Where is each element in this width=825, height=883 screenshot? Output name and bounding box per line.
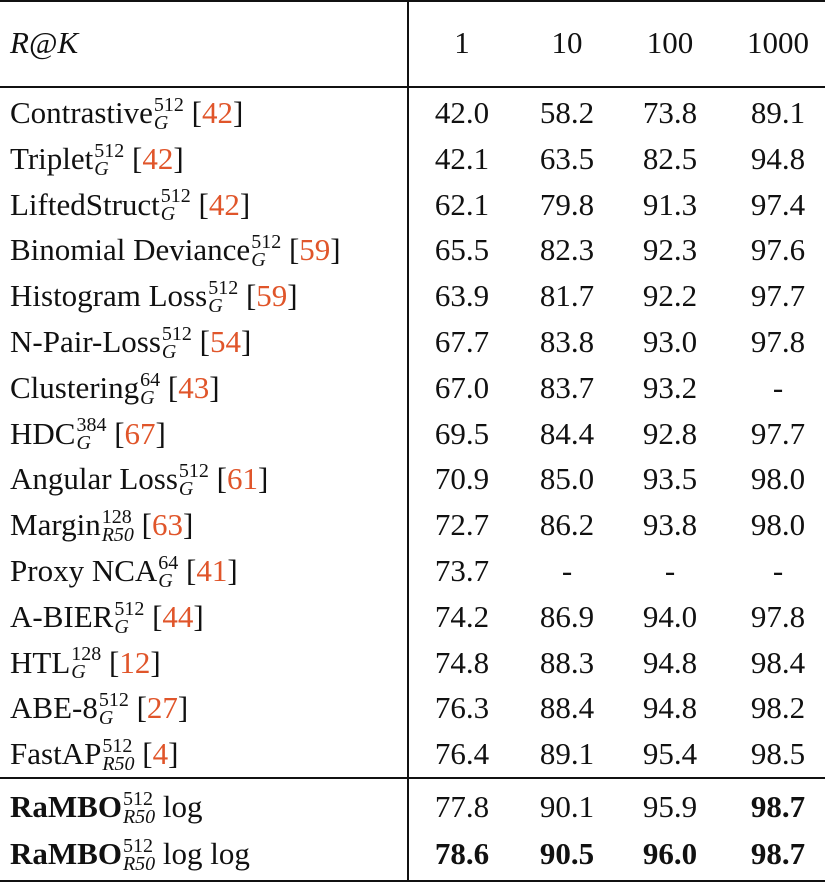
value: 74.8: [434, 644, 490, 680]
embedding-dim: 512: [208, 277, 239, 300]
value-cell: [620, 90, 720, 136]
value: 82.3: [539, 232, 595, 268]
method-name: HTL: [10, 644, 71, 680]
backbone: G: [208, 295, 223, 318]
table-row: [0, 685, 825, 731]
method-scripts: [208, 277, 239, 318]
value: 77.8: [434, 789, 490, 824]
method-name: ABE-8: [10, 690, 98, 726]
embedding-dim: 512: [122, 787, 153, 810]
value: 42.1: [434, 140, 490, 176]
method-cell: N-Pair-Loss 512 G [54]: [10, 322, 252, 363]
value: 88.3: [539, 644, 595, 680]
embedding-dim: 64: [158, 551, 179, 574]
ref-link[interactable]: 54: [210, 324, 241, 359]
table-row: [0, 502, 825, 548]
value: 98.5: [750, 736, 806, 772]
method-scripts: [101, 506, 134, 547]
metric-header: R@K: [10, 25, 79, 60]
value: 95.4: [642, 736, 698, 772]
value-cell: [412, 90, 512, 136]
value-cell: [620, 456, 720, 502]
value-cell: [620, 502, 720, 548]
value-cell: [412, 548, 512, 594]
value-cell: [412, 784, 512, 830]
value-cell: [517, 90, 617, 136]
table-row: [0, 273, 825, 319]
value: 86.2: [539, 507, 595, 543]
value: 98.0: [750, 507, 806, 543]
ref-link[interactable]: 41: [196, 553, 228, 588]
embedding-dim: 512: [98, 689, 129, 712]
value: 97.6: [750, 232, 806, 268]
table-row: [0, 136, 825, 182]
method-cell: ABE-8 512 G [27]: [10, 689, 189, 730]
method-name: Clustering: [10, 369, 140, 405]
value-cell: [728, 731, 825, 777]
value: 98.7: [750, 836, 806, 871]
value: 91.3: [642, 186, 698, 222]
method-scripts: [98, 689, 129, 730]
value-cell: [412, 502, 512, 548]
value: 67.0: [434, 369, 490, 405]
value: 76.3: [434, 690, 490, 726]
value: 74.2: [434, 598, 490, 634]
value: 93.8: [642, 507, 698, 543]
method-name: Contrastive: [10, 95, 153, 130]
value: 96.0: [642, 836, 698, 871]
value-cell: [728, 502, 825, 548]
method-scripts: [94, 139, 125, 180]
value: 89.1: [750, 95, 806, 130]
backbone: G: [160, 203, 176, 226]
value-cell: [620, 365, 720, 411]
embedding-dim: 64: [140, 368, 161, 391]
embedding-dim: 512: [161, 322, 192, 345]
value-cell: [412, 273, 512, 319]
value-cell: [620, 594, 720, 640]
value: 67.7: [434, 324, 490, 359]
ref-link[interactable]: 42: [208, 186, 240, 222]
col-header-1: 1: [454, 25, 470, 60]
ref-link[interactable]: 44: [162, 598, 194, 634]
method-suffix: log log: [162, 836, 250, 871]
method-scripts: [140, 368, 161, 409]
value-cell: [620, 319, 720, 365]
value: 42.0: [434, 95, 490, 130]
value-cell: [728, 411, 825, 457]
value: 94.8: [750, 140, 806, 176]
header-rule: [0, 86, 825, 88]
value-cell: [517, 784, 617, 830]
col-header-10: 10: [551, 25, 583, 60]
value: 98.4: [750, 644, 806, 680]
method-cell: Binomial Deviance 512 G [59]: [10, 231, 341, 272]
value-cell: [728, 90, 825, 136]
value-cell: [412, 731, 512, 777]
table-row: [0, 594, 825, 640]
method-name: Histogram Loss: [10, 278, 208, 314]
ours-rule: [0, 777, 825, 779]
value: -: [561, 553, 573, 588]
table-row: [0, 456, 825, 502]
value: 73.7: [434, 553, 490, 588]
value: 82.5: [642, 140, 698, 176]
value: -: [772, 553, 784, 588]
value: 97.7: [750, 278, 806, 314]
value: 63.5: [539, 140, 595, 176]
ref-link[interactable]: 42: [142, 140, 174, 176]
value-cell: [517, 548, 617, 594]
value-cell: [728, 456, 825, 502]
value-cell: [728, 273, 825, 319]
value: 92.3: [642, 232, 698, 268]
value: 98.7: [750, 789, 806, 824]
backbone: G: [153, 111, 169, 134]
value-cell: [728, 685, 825, 731]
value: 97.7: [750, 415, 806, 451]
method-cell: FastAP 512 R50 [4]: [10, 735, 179, 776]
ref-link[interactable]: 27: [146, 690, 178, 726]
ref-link[interactable]: 59: [256, 278, 288, 314]
method-name: Binomial Deviance: [10, 232, 251, 268]
ref-link[interactable]: 4: [152, 736, 169, 772]
value-cell: [620, 640, 720, 686]
method-cell: HTL 128 G [12]: [10, 643, 161, 684]
value-cell: [728, 182, 825, 228]
backbone: G: [76, 432, 91, 455]
value-cell: [620, 548, 720, 594]
table-row: [0, 182, 825, 228]
embedding-dim: 512: [153, 93, 184, 116]
value-cell: [728, 136, 825, 182]
embedding-dim: 384: [76, 414, 107, 437]
value-cell: [620, 136, 720, 182]
value-cell: [728, 831, 825, 877]
value: 84.4: [539, 415, 595, 451]
value: 72.7: [434, 507, 490, 543]
method-scripts: [158, 551, 179, 592]
ref-link[interactable]: 42: [202, 95, 233, 130]
value: 85.0: [539, 461, 595, 497]
method-scripts: [153, 93, 184, 134]
value-cell: [412, 136, 512, 182]
col-header-1000: 1000: [747, 25, 809, 60]
method-name: RaMBO: [10, 789, 122, 824]
method-name: LiftedStruct: [10, 186, 160, 222]
value-cell: [620, 227, 720, 273]
table-row: [0, 831, 825, 877]
value: 70.9: [434, 461, 490, 497]
method-cell: [10, 831, 250, 877]
method-cell: Histogram Loss 512 G [59]: [10, 277, 298, 318]
method-scripts: [76, 414, 107, 455]
value: 94.8: [642, 690, 698, 726]
value: 76.4: [434, 736, 490, 772]
value-cell: [517, 411, 617, 457]
value-cell: [517, 365, 617, 411]
value: 93.5: [642, 461, 698, 497]
embedding-dim: 512: [94, 139, 125, 162]
value: 63.9: [434, 278, 490, 314]
table-row: [0, 365, 825, 411]
value: 81.7: [539, 278, 595, 314]
value-cell: [728, 548, 825, 594]
method-scripts: [122, 834, 156, 875]
value-cell: [412, 831, 512, 877]
backbone: G: [140, 386, 155, 409]
value-cell: [728, 319, 825, 365]
value: 62.1: [434, 186, 490, 222]
value: 69.5: [434, 415, 490, 451]
value-cell: [517, 319, 617, 365]
method-cell: Clustering 64 G [43]: [10, 368, 220, 409]
method-cell: Triplet 512 G [42]: [10, 139, 184, 180]
value: 79.8: [539, 186, 595, 222]
method-cell: [10, 784, 203, 830]
value: 65.5: [434, 232, 490, 268]
method-cell: Angular Loss 512 G [61]: [10, 460, 269, 501]
method-name: Angular Loss: [10, 461, 178, 497]
embedding-dim: 512: [251, 231, 282, 254]
top-rule: [0, 0, 825, 2]
value-cell: [517, 502, 617, 548]
backbone: G: [94, 157, 109, 180]
value: 98.2: [750, 690, 806, 726]
method-scripts: [161, 322, 192, 363]
embedding-dim: 128: [101, 506, 132, 529]
backbone: R50: [102, 753, 135, 776]
value-cell: [620, 731, 720, 777]
value-cell: [620, 831, 720, 877]
value-cell: [620, 182, 720, 228]
value: 78.6: [434, 836, 490, 871]
method-name: Triplet: [10, 140, 94, 176]
value-cell: [517, 456, 617, 502]
value-cell: [517, 640, 617, 686]
ref-link[interactable]: 63: [152, 507, 183, 543]
value-cell: [728, 640, 825, 686]
table-row: [0, 731, 825, 777]
value: 97.8: [750, 598, 806, 634]
value-cell: [412, 411, 512, 457]
value-cell: [517, 227, 617, 273]
embedding-dim: 128: [71, 643, 102, 666]
backbone: R50: [122, 805, 156, 828]
value: 90.5: [539, 836, 595, 871]
value-cell: [517, 182, 617, 228]
value-cell: [620, 411, 720, 457]
value-cell: [412, 594, 512, 640]
ref-link[interactable]: 67: [124, 415, 156, 451]
backbone: G: [71, 661, 86, 684]
embedding-dim: 512: [178, 460, 209, 483]
method-scripts: [114, 597, 145, 638]
table-row: [0, 90, 825, 136]
backbone: R50: [101, 524, 134, 547]
method-scripts: [251, 231, 282, 272]
header-row: [0, 20, 825, 66]
value-cell: [517, 831, 617, 877]
value: 98.0: [750, 461, 806, 497]
value: 95.9: [642, 789, 698, 824]
embedding-dim: 512: [160, 185, 191, 208]
value: 97.4: [750, 186, 806, 222]
value-cell: [728, 784, 825, 830]
value-cell: [517, 594, 617, 640]
value-cell: [728, 594, 825, 640]
value-cell: [620, 685, 720, 731]
value: 58.2: [539, 95, 595, 130]
value-cell: [412, 227, 512, 273]
value: 97.8: [750, 324, 806, 359]
bottom-rule: [0, 880, 825, 882]
method-name: N-Pair-Loss: [10, 324, 161, 359]
value: -: [772, 369, 784, 405]
value-cell: [517, 685, 617, 731]
value: 94.0: [642, 598, 698, 634]
method-cell: LiftedStruct 512 G [42]: [10, 185, 251, 226]
value: 93.0: [642, 324, 698, 359]
value-cell: [517, 731, 617, 777]
backbone: G: [114, 615, 129, 638]
value: 92.2: [642, 278, 698, 314]
table-row: [0, 227, 825, 273]
value-cell: [517, 273, 617, 319]
value-cell: [412, 319, 512, 365]
value: 89.1: [539, 736, 595, 772]
value-cell: [728, 365, 825, 411]
backbone: G: [158, 569, 173, 592]
col-header-100: 100: [646, 25, 694, 60]
method-cell: Contrastive 512 G [42]: [10, 93, 244, 134]
embedding-dim: 512: [114, 597, 145, 620]
value-cell: [412, 365, 512, 411]
table-row: [0, 784, 825, 830]
value: 83.7: [539, 369, 595, 405]
table-row: [0, 319, 825, 365]
backbone: G: [251, 249, 266, 272]
value-cell: [728, 227, 825, 273]
value-cell: [620, 784, 720, 830]
method-scripts: [71, 643, 102, 684]
value-cell: [620, 273, 720, 319]
value: 94.8: [642, 644, 698, 680]
method-cell: A-BIER 512 G [44]: [10, 597, 204, 638]
method-name: Proxy NCA: [10, 553, 158, 588]
method-scripts: [160, 185, 191, 226]
method-cell: Margin 128 R50 [63]: [10, 506, 194, 547]
value: 83.8: [539, 324, 595, 359]
method-cell: Proxy NCA 64 G [41]: [10, 551, 238, 592]
embedding-dim: 512: [122, 834, 153, 857]
method-scripts: [102, 735, 135, 776]
table-row: [0, 548, 825, 594]
table-row: [0, 411, 825, 457]
method-cell: HDC 384 G [67]: [10, 414, 166, 455]
table-row: [0, 640, 825, 686]
method-scripts: [122, 787, 156, 828]
value-cell: [412, 685, 512, 731]
value: 73.8: [642, 95, 698, 130]
value: 90.1: [539, 789, 595, 824]
ref-link[interactable]: 59: [299, 232, 331, 268]
ref-link[interactable]: 43: [178, 369, 210, 405]
value: -: [664, 553, 676, 588]
method-name: RaMBO: [10, 836, 122, 871]
value: 93.2: [642, 369, 698, 405]
backbone: G: [98, 707, 114, 730]
embedding-dim: 512: [102, 735, 133, 758]
value: 92.8: [642, 415, 698, 451]
method-name: FastAP: [10, 736, 102, 772]
ref-link[interactable]: 61: [226, 461, 258, 497]
method-name: A-BIER: [10, 598, 114, 634]
backbone: G: [178, 478, 194, 501]
method-suffix: log: [162, 789, 203, 824]
ref-link[interactable]: 12: [119, 644, 151, 680]
method-scripts: [178, 460, 209, 501]
backbone: G: [161, 340, 177, 363]
value-cell: [412, 640, 512, 686]
method-name: HDC: [10, 415, 76, 451]
value-cell: [517, 136, 617, 182]
method-name: Margin: [10, 507, 101, 543]
value: 88.4: [539, 690, 595, 726]
value-cell: [412, 456, 512, 502]
backbone: R50: [122, 852, 156, 875]
value: 86.9: [539, 598, 595, 634]
value-cell: [412, 182, 512, 228]
